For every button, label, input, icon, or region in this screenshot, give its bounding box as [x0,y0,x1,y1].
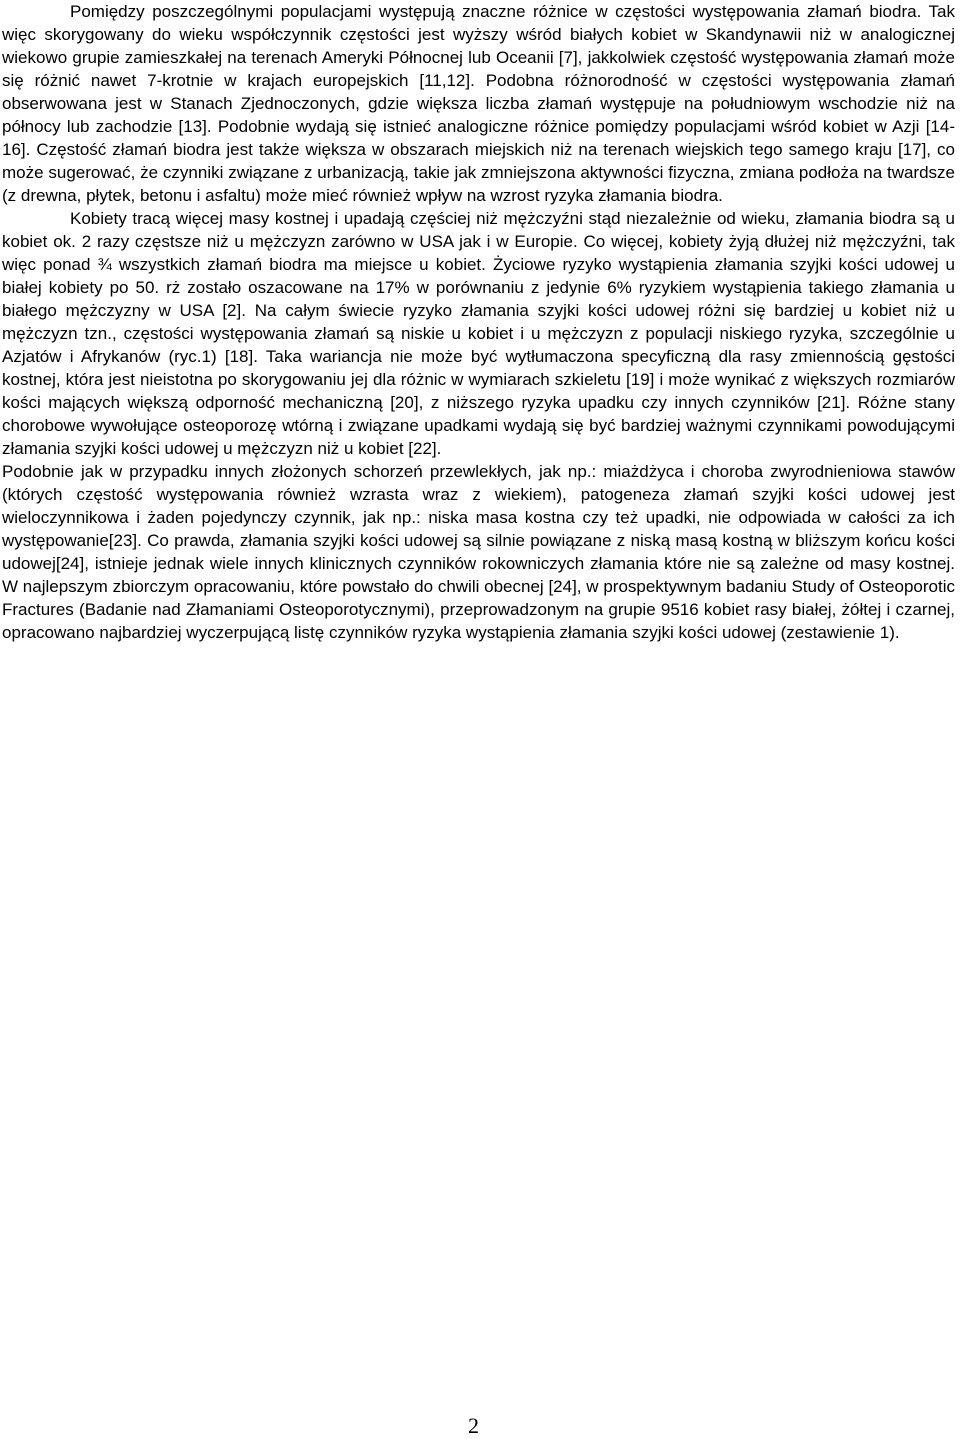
document-body [2,0,955,644]
paragraph-2: Kobiety tracą więcej masy kostnej i upadają częściej niż mężczyźni stąd niezależnie od wieku, złamania biodra są u kobiet ok. 2 razy częstsze niż u mężczyzn zarówno w USA jak i w Europie. Co więcej, kobiety żyją dłużej niż mężczyźni, tak więc ponad ¾ wszystkich złamań biodra ma miejsce u kobiet. Życiowe ryzyko wystąpienia złamania szyjki kości udowej u białej kobiety po 50. rż zostało oszacowane na 17% w porównaniu z jedynie 6% ryzykiem wystąpienia takiego złamania u białego mężczyzny w USA [2]. Na całym świecie ryzyko złamania szyjki kości udowej różni się bardziej u kobiet niż u mężczyzn tzn., częstości występowania złamań są niskie u kobiet i u mężczyzn z populacji niskiego ryzyka, szczególnie u Azjatów i Afrykanów (ryc.1) [18]. Taka wariancja nie może być wytłumaczona specyficzną dla rasy zmiennością gęstości kostnej, która jest nieistotna po skorygowaniu jej dla różnic w wymiarach szkieletu [19] i może wynikać z większych rozmiarów kości mających większą odporność mechaniczną [20], z niższego ryzyka upadku czy innych czynników [21]. Różne stany chorobowe wywołujące osteoporozę wtórną i związane upadkami wydają się być bardziej ważnymi czynnikami powodującymi złamania szyjki kości udowej u mężczyzn niż u kobiet [22]. [2,209,955,458]
page-number: 2 [468,1413,479,1438]
paragraph-1: Pomiędzy poszczególnymi populacjami występują znaczne różnice w częstości występowania złamań biodra. Tak więc skorygowany do wieku współczynnik częstości jest wyższy wśród białych kobiet w Skandynawii niż w analogicznej wiekowo grupie zamieszkałej na terenach Ameryki Północnej lub Oceanii [7], jakkolwiek częstość występowania złamań może się różnić nawet 7-krotnie w krajach europejskich [11,12]. Podobna różnorodność w częstości występowania złamań obserwowana jest w Stanach Zjednoczonych, gdzie większa liczba złamań występuje na południowym wschodzie niż na północy lub zachodzie [13]. Podobnie wydają się istnieć analogiczne różnice pomiędzy populacjami wśród kobiet w Azji [14-16]. Częstość złamań biodra jest także większa w obszarach miejskich niż na terenach wiejskich tego samego kraju [17], co może sugerować, że czynniki związane z urbanizacją, takie jak zmniejszona aktywności fizyczna, zmiana podłoża na twardsze (z drewna, płytek, betonu i asfaltu) może mieć również wpływ na wzrost ryzyka złamania biodra. [2,2,955,205]
paragraph-3: Podobnie jak w przypadku innych złożonych schorzeń przewlekłych, jak np.: miażdżyca i choroba zwyrodnieniowa stawów (których częstość występowania również wzrasta wraz z wiekiem), patogeneza złamań szyjki kości udowej jest wieloczynnikowa i żaden pojedynczy czynnik, jak np.: niska masa kostna czy też upadki, nie odpowiada w całości za ich występowanie[23]. Co prawda, złamania szyjki kości udowej są silnie powiązane z niską masą kostną w bliższym końcu kości udowej[24], istnieje jednak wiele innych klinicznych czynników rokowniczych złamania które nie są zależne od masy kostnej. W najlepszym zbiorczym opracowaniu, które powstało do chwili obecnej [24], w prospektywnym badaniu Study of Osteoporotic Fractures (Badanie nad Złamaniami Osteoporotycznymi), przeprowadzonym na grupie 9516 kobiet rasy białej, żółtej i czarnej, opracowano najbardziej wyczerpującą listę czynników ryzyka wystąpienia złamania szyjki kości udowej (zestawienie 1). [2,462,955,642]
